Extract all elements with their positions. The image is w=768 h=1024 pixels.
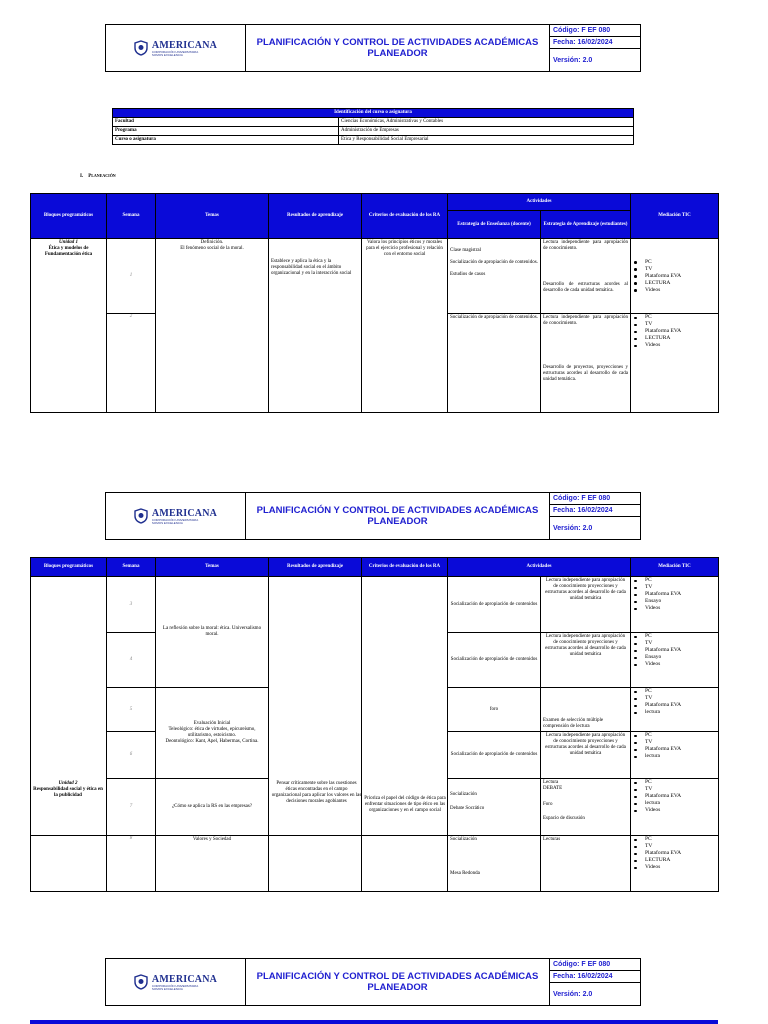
col-aprendizaje: Estrategia de Aprendizaje (estudiantes) [541, 211, 631, 239]
col-tic: Mediación TIC [631, 558, 719, 577]
ens-1c: Estudios de casos [450, 272, 486, 277]
tic-item: TV [631, 786, 718, 793]
criterio-bottom [362, 836, 448, 892]
document-meta [550, 25, 640, 71]
aprendizaje-cell: Examen de selección múltiple comprensión de lectura [541, 688, 631, 732]
doc-code: Código: F EF 080 [550, 493, 640, 505]
ensenanza-cell: Socialización de apropiación de contenidos [448, 732, 541, 779]
tic-list [631, 688, 718, 716]
tic-item: LECTURA [631, 857, 718, 864]
shield-icon [134, 508, 148, 524]
col-semana: Semana [107, 194, 156, 239]
title-line-1: PLANIFICACIÓN Y CONTROL DE ACTIVIDADES ACADÉMICAS [256, 971, 539, 982]
tic-item: PC [631, 577, 718, 584]
col-actividades: Actividades [448, 558, 631, 577]
apr-1b: Desarrollo de estructuras acordes al desarrollo de cada unidad temática. [543, 282, 628, 293]
tic-item: Videos [631, 807, 718, 814]
tic-item: Videos [631, 287, 718, 294]
week-cell: 8 [107, 836, 156, 892]
apr-e1: Lectura [543, 780, 559, 785]
logo-tagline: SOMOS EXCELENCIA [151, 520, 183, 525]
title-line-2: PLANEADOR [367, 48, 428, 59]
tic-item: TV [631, 584, 718, 591]
tic-item: PC [631, 779, 718, 786]
col-resultados: Resultados de aprendizaje [269, 558, 362, 577]
tic-item: Videos [631, 605, 718, 612]
ensenanza-cell: foro [448, 688, 541, 732]
week-cell: 5 [107, 688, 156, 732]
label-facultad: Facultad [113, 118, 339, 127]
table-header-strip [30, 1020, 718, 1024]
apr-e3: Foro [543, 802, 553, 807]
planning-table-2 [30, 557, 719, 892]
tic-cell [631, 688, 719, 732]
temas-cell: Definición. El fenómeno social de la moral. [156, 239, 269, 413]
logo [106, 493, 246, 539]
temas-cell: Valores y Sociedad [156, 836, 269, 892]
ens-e2: Debate Socrático [450, 806, 485, 811]
tic-item: PC [631, 633, 718, 640]
shield-icon [134, 974, 148, 990]
aprendizaje-cell: Lectura independiente para apropiación de conocimiento proyecciones y estructuras acordes al desarrollo de cada unidad temática [541, 577, 631, 633]
planning-table-1 [30, 193, 719, 413]
tic-item: Plataforma EVA [631, 273, 718, 280]
col-bloques: Bloques programáticos [31, 194, 107, 239]
apr-2a: Lectura independiente para apropiación de conocimiento. [543, 315, 628, 326]
doc-date: Fecha: 16/02/2024 [550, 37, 640, 49]
week-cell: 3 [107, 577, 156, 633]
logo [106, 959, 246, 1005]
ens-f2: Mesa Redonda [450, 871, 480, 876]
col-tic: Mediación TIC [631, 194, 719, 239]
tic-item: PC [631, 836, 718, 843]
temas-cell: ¿Cómo se aplica la RS en las empresas? [156, 779, 269, 836]
tic-item: Plataforma EVA [631, 591, 718, 598]
bloque-unidad-1 [31, 239, 107, 413]
tic-cell [631, 779, 719, 836]
identification-title: Identificación del curso o asignatura [113, 109, 634, 118]
doc-code: Código: F EF 080 [550, 959, 640, 971]
aprendizaje-cell: Lectura independiente para apropiación de conocimiento proyecciones y estructuras acordes al desarrollo de cada unidad temática [541, 732, 631, 779]
shield-icon [134, 40, 148, 56]
ensenanza-cell [448, 239, 541, 314]
tic-item: TV [631, 695, 718, 702]
tic-list [631, 577, 718, 612]
section-title: I. Planeación [80, 174, 116, 179]
tic-item: PC [631, 314, 718, 321]
logo-tagline: SOMOS EXCELENCIA [151, 986, 183, 991]
logo-subtitle: CORPORACIÓN UNIVERSITARIA [151, 49, 199, 54]
col-bloques: Bloques programáticos [31, 558, 107, 577]
tic-list [631, 259, 718, 294]
apr-e4: Espacio de discusión [543, 816, 585, 821]
tic-item: lectura [631, 709, 718, 716]
doc-version: Versión: 2.0 [553, 56, 593, 64]
identification-table [112, 108, 634, 145]
col-ensenanza: Estrategia de Enseñanza (docente) [448, 211, 541, 239]
resultado-cell: Establece y aplica la ética y la responsabilidad social en el ámbito organizacional y en la interacción social [269, 239, 362, 413]
tic-item: Plataforma EVA [631, 702, 718, 709]
title-line-2: PLANEADOR [367, 982, 428, 993]
value-programa: Administración de Empresas [339, 127, 634, 136]
document-header [105, 24, 641, 72]
tic-item: Videos [631, 661, 718, 668]
ensenanza-cell: Socialización de apropiación de contenidos [448, 577, 541, 633]
col-temas: Temas [156, 558, 269, 577]
tic-item: PC [631, 259, 718, 266]
document-title [246, 25, 550, 71]
ensenanza-cell: Socialización de apropiación de contenidos. [448, 314, 541, 413]
tic-list [631, 732, 718, 760]
apr-e2: DEBATE [543, 786, 563, 791]
col-criterios: Criterios de evaluación de los RA [362, 558, 448, 577]
logo-tagline: SOMOS EXCELENCIA [151, 52, 183, 57]
unit-label: Unidad 1 [58, 240, 79, 245]
tic-item: Plataforma EVA [631, 793, 718, 800]
tic-list [631, 779, 718, 814]
resultado-bottom [269, 836, 362, 892]
tic-item: Videos [631, 864, 718, 871]
tic-item: TV [631, 739, 718, 746]
tic-item: Plataforma EVA [631, 746, 718, 753]
temas-cell: La reflexión sobre la moral: ética. Universalismo moral. [156, 577, 269, 688]
unit-text: Responsabilidad social y ética en la publicidad [33, 787, 103, 798]
doc-date: Fecha: 16/02/2024 [550, 505, 640, 517]
document-meta [550, 493, 640, 539]
tic-item: Videos [631, 342, 718, 349]
tic-list [631, 633, 718, 668]
document-meta [550, 959, 640, 1005]
week-cell: 6 [107, 732, 156, 779]
tic-item: lectura [631, 753, 718, 760]
tic-item: TV [631, 843, 718, 850]
ensenanza-cell [448, 779, 541, 836]
bloque-unidad-2 [31, 836, 107, 892]
ens-f1: Socialización [450, 837, 477, 842]
ensenanza-cell: Socialización de apropiación de contenidos [448, 633, 541, 688]
tic-list [631, 314, 718, 349]
title-line-2: PLANEADOR [367, 516, 428, 527]
tic-cell [631, 239, 719, 314]
aprendizaje-cell: Lectura independiente para apropiación de conocimiento proyecciones y estructuras acordes al desarrollo de cada unidad temática [541, 633, 631, 688]
tic-cell [631, 836, 719, 892]
label-curso: Curso o asignatura [113, 136, 339, 145]
doc-code: Código: F EF 080 [550, 25, 640, 37]
bloque-unidad-2-text [31, 781, 105, 799]
label-programa: Programa [113, 127, 339, 136]
logo-name: AMERICANA [151, 973, 218, 985]
apr-1a: Lectura independiente para apropiación de conocimiento. [543, 240, 628, 251]
aprendizaje-cell [541, 239, 631, 314]
ensenanza-cell [448, 836, 541, 892]
unit-label: Unidad 2 [58, 781, 78, 786]
tic-item: TV [631, 321, 718, 328]
value-facultad: Ciencias Económicas, Administrativas y Contables [339, 118, 634, 127]
resultado-text: Pensar críticamente sobre las cuestiones éticas encontradas en el campo organizacional para aplicar los valores en las decisiones morales agobiantes [271, 781, 362, 804]
tic-item: PC [631, 688, 718, 695]
unit-text: Ética y modelos de Fundamentación ética [44, 246, 93, 257]
week-cell: 1 [107, 239, 156, 314]
tic-item: PC [631, 732, 718, 739]
document-title [246, 493, 550, 539]
tic-cell [631, 732, 719, 779]
title-line-1: PLANIFICACIÓN Y CONTROL DE ACTIVIDADES ACADÉMICAS [256, 37, 539, 48]
title-line-1: PLANIFICACIÓN Y CONTROL DE ACTIVIDADES ACADÉMICAS [256, 505, 539, 516]
temas-cell: Evaluación Inicial Teleológico: ética de virtudes, epicureísmo, utilitarismo, estoicismo. Deontológico: Kant, Apel, Habermas, Cortina. [156, 688, 269, 779]
aprendizaje-cell [541, 779, 631, 836]
document-title [246, 959, 550, 1005]
col-temas: Temas [156, 194, 269, 239]
logo-name: AMERICANA [151, 39, 218, 51]
tic-item: TV [631, 640, 718, 647]
tic-cell [631, 314, 719, 413]
week-cell: 7 [107, 779, 156, 836]
apr-2b: Desarrollo de proyectos, proyecciones y estructuras acordes al desarrollo de cada unidad temática. [543, 365, 628, 382]
tic-item: Ensayo [631, 654, 718, 661]
tic-item: Plataforma EVA [631, 647, 718, 654]
tic-item: LECTURA [631, 335, 718, 342]
col-actividades: Actividades [448, 194, 631, 211]
logo-name: AMERICANA [151, 507, 218, 519]
tic-item: TV [631, 266, 718, 273]
value-curso: Ética y Responsabilidad Social Empresarial [339, 136, 634, 145]
tic-item: lectura [631, 800, 718, 807]
week-cell: 4 [107, 633, 156, 688]
aprendizaje-cell: Lecturas [541, 836, 631, 892]
aprendizaje-cell [541, 314, 631, 413]
tic-list [631, 836, 718, 871]
document-header [105, 958, 641, 1006]
tic-item: LECTURA [631, 280, 718, 287]
criterio-cell: Valora los principios éticos y morales para el ejercicio profesional y relación con el entorno social [362, 239, 448, 413]
tic-item: Plataforma EVA [631, 328, 718, 335]
col-resultados: Resultados de aprendizaje [269, 194, 362, 239]
col-criterios: Criterios de evaluación de los RA [362, 194, 448, 239]
ens-1b: Socialización de apropiación de contenidos. [450, 260, 538, 265]
tic-item: Ensayo [631, 598, 718, 605]
criterio-text: Prioriza el papel del código de ética para enfrentar situaciones de tipo ético en las organizaciones y en el campo social [364, 796, 446, 813]
logo-subtitle: CORPORACIÓN UNIVERSITARIA [151, 983, 199, 988]
col-semana: Semana [107, 558, 156, 577]
ens-e1: Socialización [450, 792, 477, 797]
document-header [105, 492, 641, 540]
doc-version: Versión: 2.0 [553, 990, 593, 998]
doc-version: Versión: 2.0 [553, 524, 593, 532]
logo-subtitle: CORPORACIÓN UNIVERSITARIA [151, 517, 199, 522]
tic-item: Plataforma EVA [631, 850, 718, 857]
doc-date: Fecha: 16/02/2024 [550, 971, 640, 983]
tic-cell [631, 577, 719, 633]
ens-1a: Clase magistral [450, 248, 481, 253]
week-cell: 2 [107, 314, 156, 413]
logo [106, 25, 246, 71]
tic-cell [631, 633, 719, 688]
